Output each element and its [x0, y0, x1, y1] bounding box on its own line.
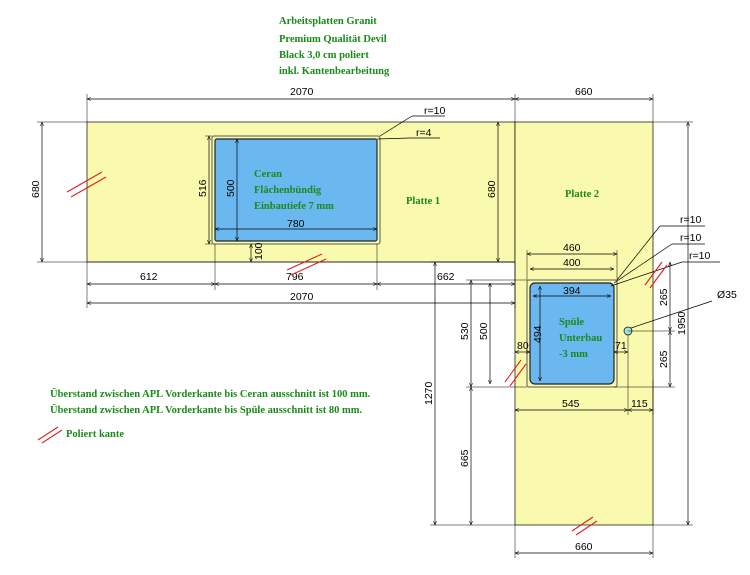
ceran-label-3: Einbautiefe 7 mm — [254, 201, 334, 212]
radius-r10-sink-3: r=10 — [689, 250, 711, 262]
dim-top — [87, 86, 653, 122]
dim-71: 71 — [615, 340, 627, 352]
dim-2070-bottom: 2070 — [290, 291, 314, 303]
header-line-3: Black 3,0 cm poliert — [279, 50, 369, 61]
dim-1270: 1270 — [423, 381, 435, 405]
header-block — [279, 16, 390, 77]
dim-500-sink: 500 — [478, 322, 490, 340]
note-ceran: Überstand zwischen APL Vorderkante bis Ceran ausschnitt ist 100 mm. — [50, 389, 371, 400]
dim-680-right: 680 — [486, 180, 498, 198]
dim-662: 662 — [437, 271, 455, 283]
dim-612: 612 — [140, 271, 158, 283]
dim-796: 796 — [286, 271, 304, 283]
radius-r4: r=4 — [416, 127, 432, 139]
dim-2070-top: 2070 — [290, 86, 314, 98]
radius-r10-sink-2: r=10 — [680, 232, 702, 244]
dim-660-top: 660 — [575, 86, 593, 98]
dim-p2-left — [423, 262, 515, 525]
header-line-4: inkl. Kantenbearbeitung — [279, 66, 390, 77]
dim-1950: 1950 — [676, 311, 688, 335]
dim-80: 80 — [517, 340, 529, 352]
dim-680-left: 680 — [30, 180, 42, 198]
dim-394: 394 — [563, 285, 581, 297]
sink-label-1: Spüle — [559, 317, 585, 328]
ceran-label-2: Flächenbündig — [254, 185, 322, 196]
dim-115: 115 — [631, 398, 648, 410]
plate-2-label: Platte 2 — [565, 189, 600, 200]
dim-780: 780 — [287, 218, 305, 230]
dim-545: 545 — [562, 398, 580, 410]
plate-1-label: Platte 1 — [406, 196, 441, 207]
sink-label-3: -3 mm — [559, 349, 588, 360]
dim-ceran-front — [251, 242, 265, 262]
dim-494: 494 — [532, 325, 544, 343]
dim-hole-35: Ø35 — [717, 289, 737, 301]
dim-265-top: 265 — [658, 288, 670, 306]
sink-label-2: Unterbau — [559, 333, 603, 344]
radius-r10-ceran: r=10 — [424, 105, 446, 117]
dim-265-bottom: 265 — [658, 350, 670, 368]
dim-660-bottom: 660 — [575, 541, 593, 553]
dim-460: 460 — [563, 242, 581, 254]
ceran-label-1: Ceran — [254, 169, 282, 180]
header-line-2: Premium Qualität Devil — [279, 34, 387, 45]
header-line-1: Arbeitsplatten Granit — [279, 16, 377, 27]
dim-516: 516 — [197, 179, 209, 197]
dim-500-ceran: 500 — [225, 179, 237, 197]
dim-100: 100 — [253, 242, 265, 260]
dim-530: 530 — [459, 322, 471, 340]
note-sink: Überstand zwischen APL Vorderkante bis Spüle ausschnitt ist 80 mm. — [50, 405, 363, 416]
radius-r10-sink-1: r=10 — [680, 214, 702, 226]
legend-polished-edge: Poliert kante — [66, 429, 125, 440]
dim-400: 400 — [563, 257, 581, 269]
dim-left-680 — [30, 122, 87, 262]
dim-665: 665 — [459, 449, 471, 467]
